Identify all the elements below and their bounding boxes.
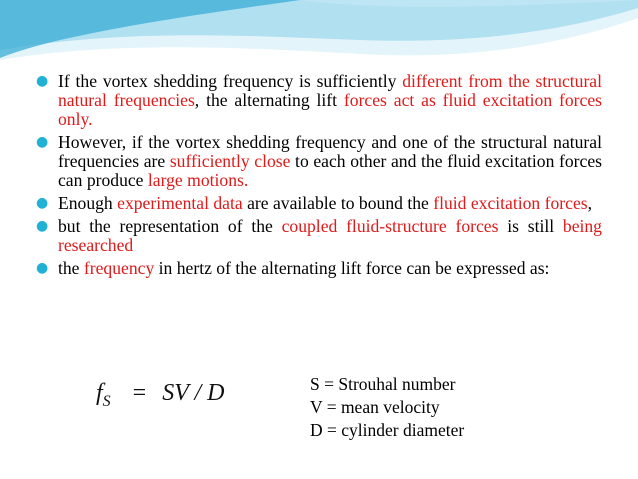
bullet-item-5	[36, 259, 602, 278]
bullet-text-3	[58, 193, 592, 213]
bullet-text-4	[58, 216, 602, 255]
bullet-icon: ●	[36, 195, 49, 211]
text-run: the	[58, 258, 84, 278]
bullet-item-1	[36, 72, 602, 129]
highlighted-phrase: frequency	[83, 258, 155, 278]
variable-legend	[310, 373, 464, 442]
bullet-icon: ●	[36, 73, 49, 89]
bullet-text-2	[58, 132, 602, 190]
text-run: , the alternating lift	[194, 90, 344, 110]
bullet-text-5	[58, 258, 549, 278]
formula-f: f	[96, 380, 103, 406]
highlighted-phrase: different from the structural natural frequencies	[58, 71, 602, 110]
bullet-item-4	[36, 217, 602, 255]
highlighted-phrase: sufficiently close	[169, 151, 291, 171]
text-run: are available to bound the	[242, 193, 434, 213]
highlighted-phrase: experimental data	[117, 193, 243, 213]
bullet-icon: ●	[36, 218, 49, 234]
text-run: If the vortex shedding frequency is sufficiently	[58, 71, 403, 91]
highlighted-phrase: being researched	[58, 216, 602, 255]
text-run: Enough	[58, 193, 118, 213]
bullet-icon: ●	[36, 260, 49, 276]
header-wave-decoration	[0, 0, 638, 70]
highlighted-phrase: forces act as fluid excitation forces only.	[58, 90, 602, 129]
bullet-icon: ●	[36, 134, 49, 150]
text-run: to each other and the fluid excitation forces can produce	[58, 151, 602, 190]
bullet-text-1	[58, 71, 602, 129]
legend-v: V = mean velocity	[310, 397, 440, 417]
highlighted-phrase: fluid excitation forces	[433, 193, 588, 213]
legend-s: S = Strouhal number	[310, 374, 456, 394]
bullet-item-2	[36, 133, 602, 190]
highlighted-phrase: coupled fluid-structure forces	[281, 216, 499, 236]
strouhal-formula	[96, 380, 224, 411]
formula-subscript: S	[102, 393, 111, 410]
bullet-list	[36, 72, 602, 282]
bullet-item-3	[36, 194, 602, 213]
highlighted-phrase: large motions.	[147, 170, 249, 190]
text-run: in hertz of the alternating lift force can be expressed as:	[154, 258, 550, 278]
text-run: is still	[498, 216, 563, 236]
legend-d: D = cylinder diameter	[310, 420, 465, 440]
text-run: ,	[587, 193, 592, 213]
formula-rhs: SV / D	[162, 380, 225, 406]
text-run: but the representation of the	[58, 216, 282, 236]
formula-equals: =	[132, 380, 147, 406]
text-run: However, if the vortex shedding frequency and one of the structural natural frequencies are	[58, 132, 602, 171]
